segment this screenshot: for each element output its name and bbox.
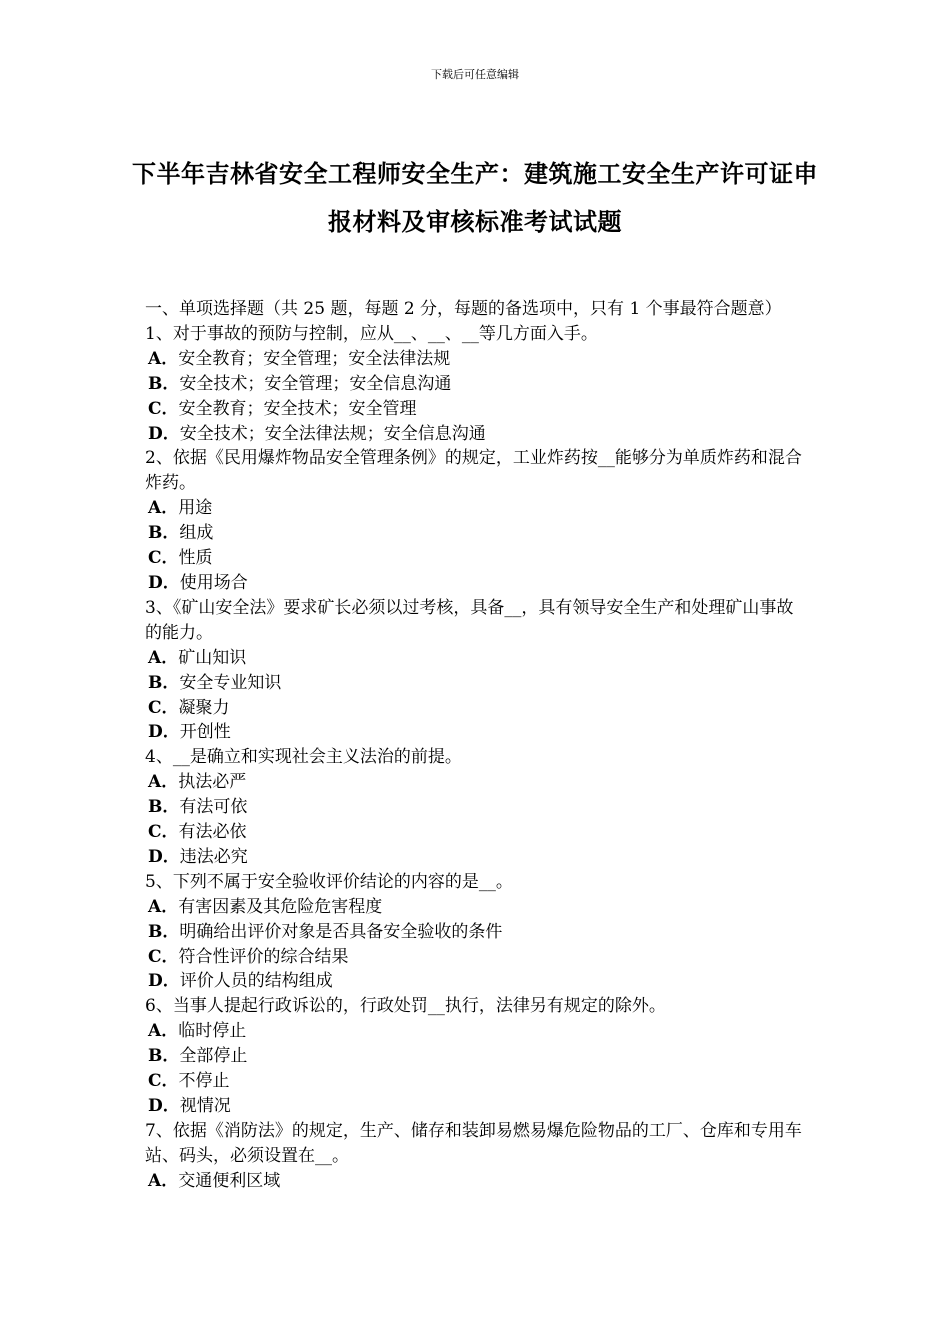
question-5-option-a [145, 895, 810, 920]
question-2-option-b [145, 521, 810, 546]
option-letter: A． [148, 1170, 179, 1191]
option-letter: B． [148, 797, 180, 818]
question-5: 5、下列不属于安全验收评价结论的内容的是__。 [145, 871, 513, 892]
option-text: 凝聚力 [178, 697, 230, 718]
question-3: 3、《矿山安全法》要求矿长必须以过考核，具备__，具有领导安全生产和处理矿山事故的能力。 [145, 597, 794, 643]
page-header-note: 下载后可任意编辑 [431, 68, 519, 81]
question-1-option-c [145, 397, 810, 422]
option-letter: A． [148, 348, 179, 369]
option-text: 执法必严 [178, 772, 247, 793]
question-5-option-b [145, 920, 810, 945]
question-2: 2、依据《民用爆炸物品安全管理条例》的规定，工业炸药按__能够分为单质炸药和混合炸药。 [145, 448, 802, 494]
question-4-option-d [145, 845, 810, 870]
option-letter: A． [148, 498, 179, 519]
question-7-option-a [145, 1169, 810, 1194]
option-text: 明确给出评价对象是否具备安全验收的条件 [179, 921, 503, 942]
document-title: 下半年吉林省安全工程师安全生产：建筑施工安全生产许可证申报材料及审核标准考试试题 [132, 160, 818, 236]
option-letter: B． [148, 672, 180, 693]
option-text: 有法可依 [179, 797, 248, 818]
question-2-option-d [145, 571, 810, 596]
option-text: 视情况 [179, 1096, 231, 1116]
question-6-option-c [145, 1069, 810, 1094]
option-text: 有害因素及其危险危害程度 [178, 896, 383, 917]
question-4-option-b [145, 795, 810, 820]
option-text: 违法必究 [179, 846, 248, 867]
option-text: 交通便利区域 [178, 1170, 281, 1191]
option-letter: C． [148, 946, 179, 967]
option-text: 组成 [179, 523, 214, 544]
question-1-option-a [145, 347, 810, 372]
option-letter: C． [148, 398, 179, 419]
option-text: 安全技术；安全法律法规；安全信息沟通 [179, 423, 486, 444]
option-letter: D． [148, 1096, 180, 1116]
question-5-option-c [145, 945, 810, 970]
option-letter: C． [148, 822, 179, 843]
section-heading: 一、单项选择题（共 25 题，每题 2 分，每题的备选项中，只有 1 个事最符合题意） [145, 299, 782, 319]
document-body [145, 297, 810, 1194]
question-6-option-b [145, 1044, 810, 1069]
option-text: 安全技术；安全管理；安全信息沟通 [179, 373, 452, 394]
question-2-option-c [145, 546, 810, 571]
question-4-option-c [145, 820, 810, 845]
option-letter: A． [148, 772, 179, 793]
question-3-option-c [145, 696, 810, 721]
option-text: 用途 [178, 498, 213, 519]
option-text: 矿山知识 [178, 647, 247, 668]
option-text: 符合性评价的综合结果 [178, 946, 349, 967]
option-letter: B． [148, 523, 180, 544]
option-text: 使用场合 [179, 572, 248, 593]
option-letter: A． [148, 647, 179, 668]
question-3-option-a [145, 646, 810, 671]
option-letter: C． [148, 548, 179, 569]
question-1: 1、对于事故的预防与控制，应从__、__、__等几方面入手。 [145, 323, 598, 344]
option-text: 不停止 [178, 1071, 230, 1092]
question-2-option-a [145, 496, 810, 521]
question-1-option-b [145, 372, 810, 397]
option-text: 临时停止 [178, 1021, 247, 1042]
option-text: 评价人员的结构组成 [179, 971, 333, 992]
option-text: 开创性 [179, 722, 231, 743]
option-letter: A． [148, 896, 179, 917]
option-text: 有法必依 [178, 822, 247, 843]
option-letter: B． [148, 1046, 180, 1067]
question-6-option-a [145, 1019, 810, 1044]
option-letter: D． [148, 846, 180, 867]
question-3-option-d [145, 720, 810, 745]
option-letter: A． [148, 1021, 179, 1042]
question-5-option-d [145, 969, 810, 994]
question-4-option-a [145, 770, 810, 795]
option-letter: D． [148, 971, 180, 992]
option-text: 安全教育；安全管理；安全法律法规 [178, 348, 451, 369]
question-4: 4、__是确立和实现社会主义法治的前提。 [145, 747, 462, 768]
question-7: 7、依据《消防法》的规定，生产、储存和装卸易燃易爆危险物品的工厂、仓库和专用车站、码头，必须设置在__。 [145, 1120, 802, 1166]
question-1-option-d [145, 422, 810, 447]
option-text: 全部停止 [179, 1046, 248, 1067]
option-letter: B． [148, 921, 180, 942]
question-6: 6、当事人提起行政诉讼的，行政处罚__执行，法律另有规定的除外。 [145, 996, 666, 1017]
question-3-option-b [145, 671, 810, 696]
option-letter: C． [148, 1071, 179, 1092]
question-6-option-d [145, 1094, 810, 1119]
option-text: 安全专业知识 [179, 672, 282, 693]
option-letter: D． [148, 423, 180, 444]
option-letter: D． [148, 722, 180, 743]
option-text: 性质 [178, 548, 213, 569]
option-letter: B． [148, 373, 180, 394]
option-letter: C． [148, 697, 179, 718]
option-text: 安全教育；安全技术；安全管理 [178, 398, 417, 419]
option-letter: D． [148, 572, 180, 593]
